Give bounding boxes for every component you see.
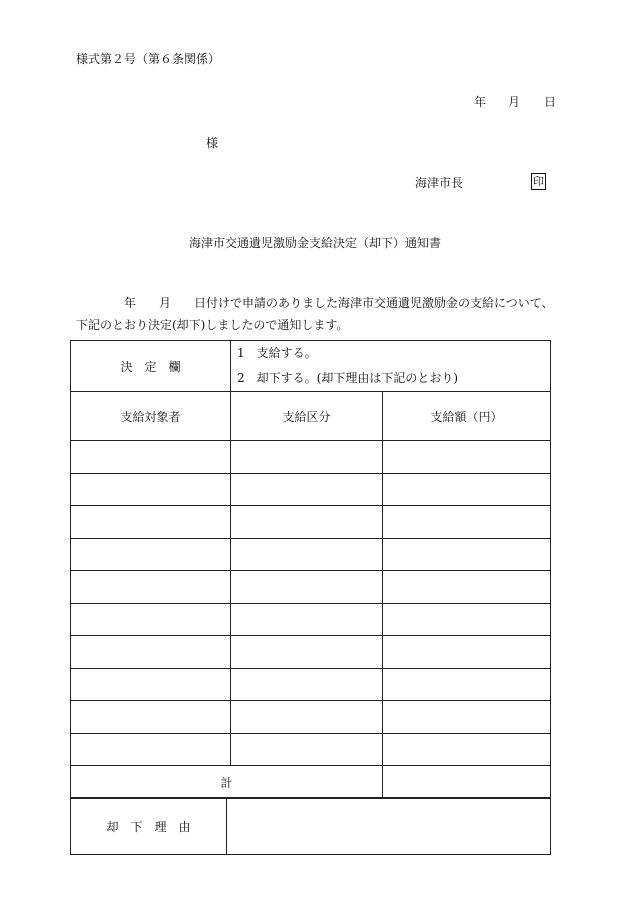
table-row xyxy=(71,538,551,571)
recipient-cell[interactable] xyxy=(71,636,231,669)
date-month: 月 xyxy=(508,95,521,109)
category-cell[interactable] xyxy=(231,538,383,571)
decision-options xyxy=(231,341,551,392)
table-row xyxy=(71,668,551,701)
category-cell[interactable] xyxy=(231,441,383,474)
recipient-cell[interactable] xyxy=(71,506,231,539)
category-cell[interactable] xyxy=(231,506,383,539)
table-row xyxy=(71,506,551,539)
amount-cell[interactable] xyxy=(383,701,551,734)
body-line-1 xyxy=(124,297,554,309)
table-row xyxy=(71,603,551,636)
table-row xyxy=(71,701,551,734)
table-row xyxy=(71,733,551,766)
amount-cell[interactable] xyxy=(383,571,551,604)
category-cell[interactable] xyxy=(231,473,383,506)
column-header-recipient: 支給対象者 xyxy=(71,392,231,441)
category-cell[interactable] xyxy=(231,733,383,766)
amount-cell[interactable] xyxy=(383,636,551,669)
seal-mark: 印 xyxy=(533,175,544,188)
amount-cell[interactable] xyxy=(383,538,551,571)
date-line xyxy=(474,96,556,108)
total-row xyxy=(71,766,551,799)
form-number: 様式第２号（第６条関係） xyxy=(76,52,221,66)
recipient-cell[interactable] xyxy=(71,701,231,734)
date-year: 年 xyxy=(474,95,487,109)
table-row xyxy=(71,571,551,604)
decision-label: 決 定 欄 xyxy=(71,341,231,392)
table-row xyxy=(71,636,551,669)
body-line-2: 下記のとおり決定(却下)しましたので通知します。 xyxy=(76,318,349,332)
recipient-cell[interactable] xyxy=(71,668,231,701)
category-cell[interactable] xyxy=(231,636,383,669)
amount-cell[interactable] xyxy=(383,441,551,474)
amount-cell[interactable] xyxy=(383,473,551,506)
rejection-reason-field[interactable] xyxy=(227,798,551,855)
recipient-cell[interactable] xyxy=(71,441,231,474)
body-text-1: 日付けで申請のありました海津市交通遺児激励金の支給について、 xyxy=(194,296,554,310)
decision-option-reject: 2 却下する。(却下理由は下記のとおり) xyxy=(237,371,458,385)
table-row xyxy=(71,473,551,506)
amount-cell[interactable] xyxy=(383,733,551,766)
decision-row xyxy=(71,341,551,392)
recipient-cell[interactable] xyxy=(71,571,231,604)
recipient-cell[interactable] xyxy=(71,473,231,506)
category-cell[interactable] xyxy=(231,571,383,604)
addressee-suffix: 様 xyxy=(206,136,219,150)
document-title: 海津市交通遺児激励金支給決定（却下）通知書 xyxy=(188,236,441,250)
rejection-reason-row xyxy=(71,798,551,855)
category-cell[interactable] xyxy=(231,668,383,701)
issuer-name: 海津市長 xyxy=(415,176,464,190)
column-header-row xyxy=(71,392,551,441)
column-header-amount: 支給額（円） xyxy=(383,392,551,441)
table-row xyxy=(71,441,551,474)
body-year: 年 xyxy=(124,296,137,310)
payment-table xyxy=(70,340,551,799)
total-amount-cell[interactable] xyxy=(383,766,551,799)
amount-cell[interactable] xyxy=(383,506,551,539)
total-label: 計 xyxy=(71,766,383,799)
rejection-reason-label: 却 下 理 由 xyxy=(71,798,227,855)
category-cell[interactable] xyxy=(231,603,383,636)
recipient-cell[interactable] xyxy=(71,733,231,766)
body-month: 月 xyxy=(159,296,172,310)
decision-option-approve: 1 支給する。 xyxy=(237,346,317,360)
recipient-cell[interactable] xyxy=(71,603,231,636)
category-cell[interactable] xyxy=(231,701,383,734)
rejection-reason-table xyxy=(70,797,551,855)
amount-cell[interactable] xyxy=(383,668,551,701)
amount-cell[interactable] xyxy=(383,603,551,636)
recipient-cell[interactable] xyxy=(71,538,231,571)
date-day: 日 xyxy=(544,95,557,109)
column-header-category: 支給区分 xyxy=(231,392,383,441)
